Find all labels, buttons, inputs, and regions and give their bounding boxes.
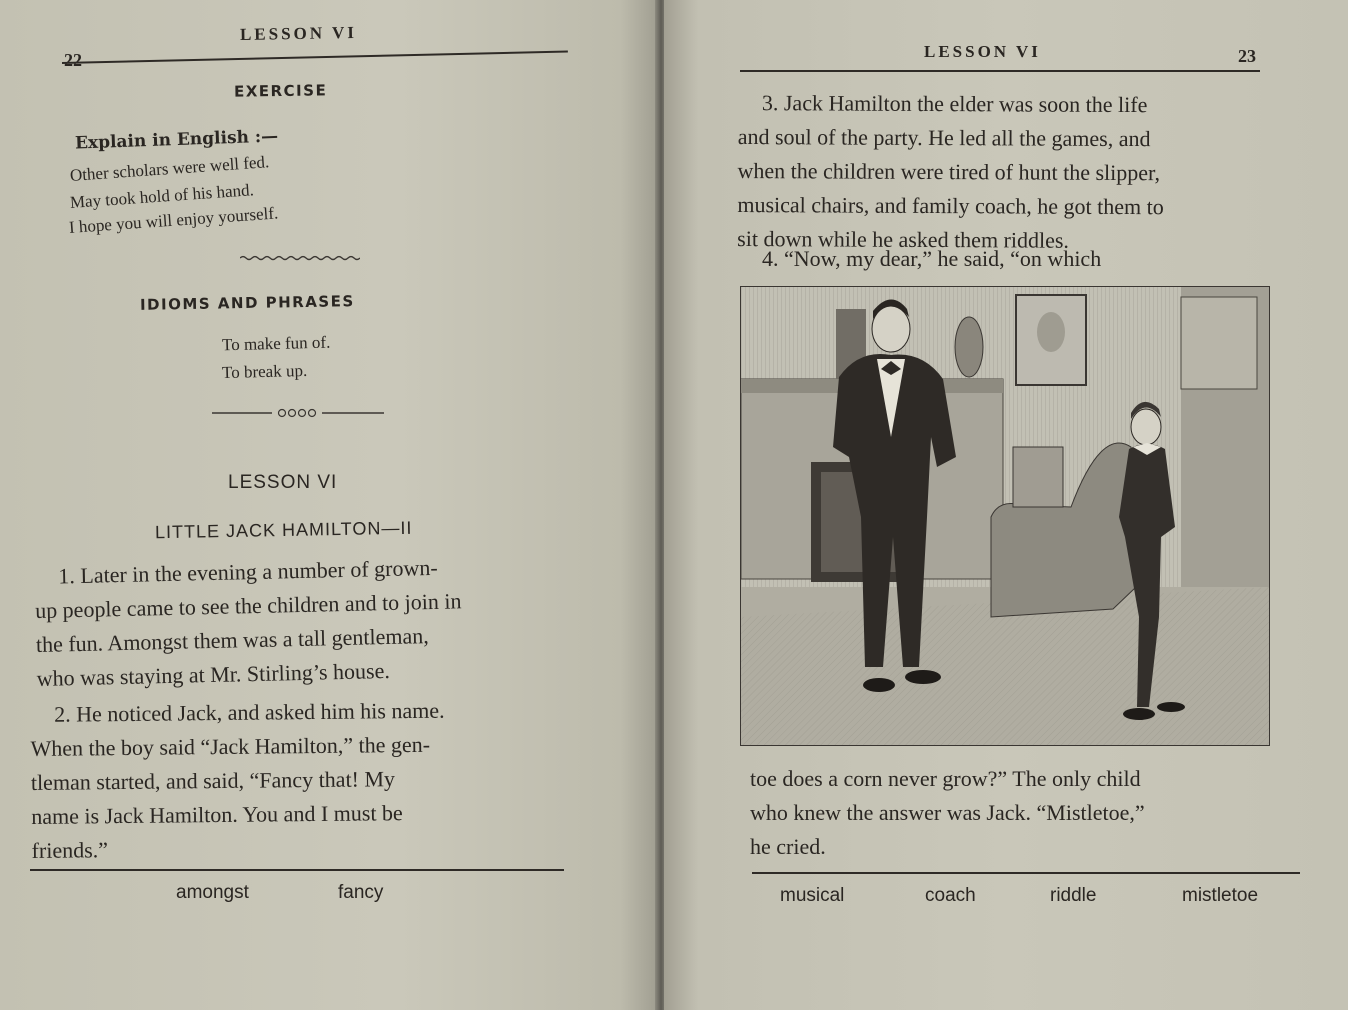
text-line: 4. “Now, my dear,” he said, “on which	[762, 246, 1102, 271]
text-line: toe does a corn never grow?” The only child	[750, 766, 1141, 791]
vocab-word: amongst	[176, 882, 249, 903]
left-running-head: LESSON VI	[239, 22, 358, 45]
left-page-number: 22	[64, 50, 82, 70]
paragraph-1	[34, 548, 569, 696]
text-line: name is Jack Hamilton. You and I must be	[31, 800, 403, 829]
vocab-word: coach	[925, 885, 976, 906]
text-line: When the boy said “Jack Hamilton,” the gen-	[30, 731, 431, 761]
text-line: tleman started, and said, “Fancy that! My	[30, 766, 396, 795]
idioms-heading: IDIOMS AND PHRASES	[139, 292, 355, 314]
idiom-line: To break up.	[221, 360, 308, 383]
text-line: 1. Later in the evening a number of grown-	[58, 554, 438, 589]
idiom-line: To make fun of.	[221, 332, 331, 355]
text-line: musical chairs, and family coach, he got them to	[737, 191, 1164, 220]
left-footer-rule	[30, 869, 564, 871]
right-footer-rule	[752, 872, 1300, 874]
text-line: and soul of the party. He led all the games, and	[737, 123, 1151, 152]
text-line: the fun. Amongst them was a tall gentleman,	[35, 623, 429, 657]
vocab-word: riddle	[1050, 885, 1097, 906]
exercise-instruction: Explain in English :—	[74, 126, 279, 154]
exercise-line: I hope you will enjoy yourself.	[68, 203, 279, 237]
text-line: who knew the answer was Jack. “Mistletoe,”	[750, 800, 1145, 825]
right-header-rule	[740, 70, 1260, 72]
exercise-line: May took hold of his hand.	[69, 180, 255, 212]
text-line: friends.”	[31, 837, 109, 863]
wavy-divider	[240, 254, 360, 262]
vocab-word: mistletoe	[1182, 885, 1259, 906]
paragraph-4-start	[762, 242, 1268, 276]
text-line: who was staying at Mr. Stirling’s house.	[36, 657, 391, 691]
text-line: he cried.	[750, 834, 826, 859]
text-line: 2. He noticed Jack, and asked him his name.	[54, 697, 445, 727]
story-title: LITTLE JACK HAMILTON—II	[154, 517, 413, 543]
text-line: when the children were tired of hunt the slipper,	[737, 157, 1161, 186]
text-line: 3. Jack Hamilton the elder was soon the life	[761, 90, 1148, 118]
right-running-head: LESSON VI	[924, 42, 1041, 61]
vocab-word: fancy	[338, 882, 384, 903]
paragraph-2	[30, 692, 568, 868]
paragraph-3	[737, 86, 1264, 259]
vocab-word: musical	[780, 885, 845, 906]
illustration-drawing	[741, 287, 1269, 745]
exercise-heading: EXERCISE	[233, 81, 328, 101]
exercise-line: Other scholars were well fed.	[69, 152, 270, 185]
illustration	[740, 286, 1270, 746]
text-line: sit down while he asked them riddles.	[737, 225, 1070, 253]
paragraph-4-end	[750, 762, 1300, 864]
right-page-number: 23	[1238, 46, 1256, 66]
text-line: up people came to see the children and to join in	[34, 588, 462, 623]
ornamental-divider	[212, 406, 384, 420]
lesson-title: LESSON VI	[228, 472, 338, 493]
